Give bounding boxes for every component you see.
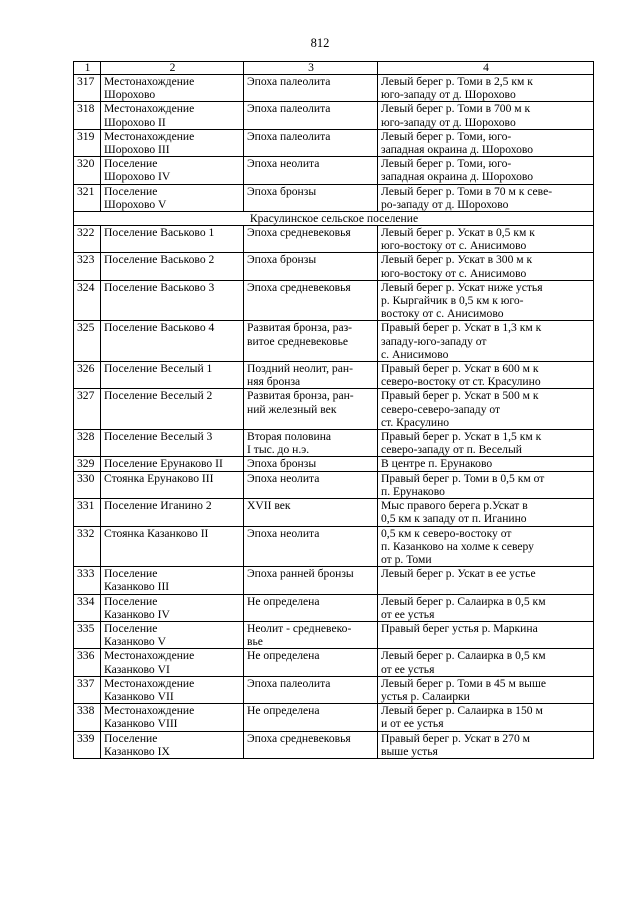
object-name-cell [101,362,244,389]
cell-line: Эпоха бронзы [247,457,317,471]
object-name-cell [101,457,244,471]
cell-line: 330 [77,471,95,485]
object-name-cell [101,676,244,703]
cell-line: юго-востоку от с. Анисимово [381,239,527,253]
object-name-cell [101,567,244,594]
cell-line: Левый берег р. Ускат ниже устья [381,280,543,294]
object-name-cell [101,704,244,731]
cell-line: северо-северо-западу от [381,402,501,416]
cell-line: Эпоха неолита [247,526,320,540]
cell-line: 339 [77,731,95,745]
object-name-cell [101,430,244,457]
cell-line: Эпоха палеолита [247,75,331,88]
cell-line: Местонахождение [104,704,195,718]
cell-line: 334 [77,594,95,608]
dating-cell [244,75,378,102]
cell-line: Местонахождение [104,649,195,663]
cell-line: Поздний неолит, ран- [247,362,353,376]
location-cell [378,499,594,526]
cell-line: Правый берег р. Ускат в 600 м к [381,362,539,376]
dating-cell [244,184,378,211]
cell-line: Эпоха бронзы [247,184,317,198]
table-header-row [74,62,594,75]
cell-line: Шорохово V [104,197,167,211]
cell-line: Поселение Васьково 2 [104,253,215,267]
cell-line: Поселение Веселый 1 [104,362,213,376]
object-name-cell [101,129,244,156]
cell-line: Правый берег р. Ускат в 1,3 км к [381,321,542,335]
cell-line: Шорохово III [104,143,170,157]
cell-line: Поселение [104,621,158,635]
table-row [74,389,594,430]
cell-line: Эпоха бронзы [247,253,317,267]
cell-line: 325 [77,321,95,335]
object-name-cell [101,499,244,526]
dating-cell [244,649,378,676]
cell-line: Поселение [104,157,158,171]
row-number-cell [74,226,101,253]
cell-line: Эпоха средневековья [247,731,351,745]
location-cell [378,280,594,321]
cell-line: ний железный век [247,402,337,416]
cell-line: Левый берег р. Салаирка в 150 м [381,704,543,718]
cell-line: юго-востоку от с. Анисимово [381,266,527,280]
row-number-cell [74,471,101,498]
cell-line: витое средневековье [247,334,349,348]
cell-line: Эпоха средневековья [247,226,351,240]
cell-line: 328 [77,430,95,444]
table-row [74,676,594,703]
cell-line: Развитая бронза, ран- [247,389,354,403]
cell-line: Местонахождение [104,75,195,88]
monuments-table [73,61,594,759]
cell-line: Поселение [104,594,158,608]
row-number-cell [74,389,101,430]
cell-line: Поселение [104,567,158,581]
cell-line: с. Анисимово [381,347,449,361]
object-name-cell [101,389,244,430]
location-cell [378,526,594,567]
cell-line: Местонахождение [104,129,195,143]
cell-line: Левый берег р. Томи, юго- [381,129,512,143]
table-row [74,594,594,621]
cell-line: Поселение Васьково 1 [104,226,215,240]
row-number-cell [74,567,101,594]
cell-line: Казанково VI [104,662,170,676]
cell-line: 333 [77,567,95,581]
location-cell [378,253,594,280]
row-number-cell [74,457,101,471]
dating-cell [244,567,378,594]
cell-line: и от ее устья [381,717,444,731]
cell-line: Казанково IV [104,607,170,621]
cell-line: Правый берег р. Томи в 0,5 км от [381,471,545,485]
cell-line: Не определена [247,594,320,608]
cell-line: от ее устья [381,662,435,676]
row-number-cell [74,594,101,621]
cell-line: вье [247,635,263,649]
cell-line: от ее устья [381,607,435,621]
dating-cell [244,594,378,621]
cell-line: Шорохово [104,88,156,102]
row-number-cell [74,676,101,703]
location-cell [378,621,594,648]
cell-line: Стоянка Казанково II [104,526,209,540]
cell-line: ро-западу от д. Шорохово [381,197,509,211]
location-cell [378,362,594,389]
object-name-cell [101,731,244,758]
row-number-cell [74,157,101,184]
table-row [74,731,594,758]
cell-line: Казанково VIII [104,717,178,731]
object-name-cell [101,471,244,498]
cell-line: Не определена [247,649,320,663]
dating-cell [244,526,378,567]
cell-line: Казанково VII [104,689,174,703]
dating-cell [244,157,378,184]
cell-line: Местонахождение [104,676,195,690]
cell-line: Шорохово II [104,115,166,129]
cell-line: п. Казанково на холме к северу [381,539,534,553]
row-number-cell [74,75,101,102]
cell-line: Правый берег устья р. Маркина [381,621,538,635]
table-row [74,321,594,362]
location-cell [378,649,594,676]
table-row [74,457,594,471]
object-name-cell [101,526,244,567]
cell-line: Казанково III [104,580,170,594]
dating-cell [244,321,378,362]
cell-line: Стоянка Ерунаково III [104,471,214,485]
dating-cell [244,102,378,129]
object-name-cell [101,253,244,280]
object-name-cell [101,321,244,362]
cell-line: Поселение Веселый 2 [104,389,213,403]
cell-line: Левый берег р. Томи в 70 м к севе- [381,184,553,198]
location-cell [378,471,594,498]
cell-line: Эпоха средневековья [247,280,351,294]
location-cell [378,731,594,758]
cell-line: 321 [77,184,95,198]
cell-line: няя бронза [247,375,301,389]
location-cell [378,457,594,471]
cell-line: Развитая бронза, раз- [247,321,353,335]
object-name-cell [101,184,244,211]
table-row [74,129,594,156]
dating-cell [244,362,378,389]
table-row [74,526,594,567]
row-number-cell [74,499,101,526]
location-cell [378,157,594,184]
row-number-cell [74,184,101,211]
cell-line: Вторая половина [247,430,332,444]
cell-line: 322 [77,226,95,240]
dating-cell [244,676,378,703]
row-number-cell [74,526,101,567]
cell-line: Эпоха неолита [247,471,320,485]
location-cell [378,567,594,594]
object-name-cell [101,594,244,621]
header-cell-3: 3 [244,62,378,75]
cell-line: ст. Красулино [381,415,450,429]
row-number-cell [74,362,101,389]
cell-line: Эпоха неолита [247,157,320,171]
location-cell [378,129,594,156]
row-number-cell [74,704,101,731]
cell-line: Казанково V [104,635,166,649]
object-name-cell [101,280,244,321]
cell-line: востоку от с. Анисимово [381,307,504,321]
row-number-cell [74,430,101,457]
dating-cell [244,280,378,321]
cell-line: XVII век [247,499,291,513]
location-cell [378,594,594,621]
dating-cell [244,499,378,526]
cell-line: Левый берег р. Салаирка в 0,5 км [381,649,546,663]
cell-line: западная окраина д. Шорохово [381,143,534,157]
cell-line: Левый берег р. Томи в 2,5 км к [381,75,533,88]
cell-line: 317 [77,75,95,88]
cell-line: западу-юго-западу от [381,334,487,348]
cell-line: Эпоха палеолита [247,102,331,116]
row-number-cell [74,731,101,758]
header-cell-2: 2 [101,62,244,75]
cell-line: Местонахождение [104,102,195,116]
table-row [74,621,594,648]
dating-cell [244,621,378,648]
cell-line: 336 [77,649,95,663]
object-name-cell [101,102,244,129]
cell-line: Правый берег р. Ускат в 1,5 км к [381,430,542,444]
location-cell [378,389,594,430]
cell-line: 0,5 км к западу от п. Иганино [381,512,527,526]
cell-line: 320 [77,157,95,171]
dating-cell [244,253,378,280]
row-number-cell [74,649,101,676]
cell-line: Поселение Ерунаково II [104,457,223,471]
table-row [74,184,594,211]
cell-line: Эпоха палеолита [247,129,331,143]
row-number-cell [74,129,101,156]
table-row [74,75,594,102]
cell-line: Левый берег р. Ускат в ее устье [381,567,536,581]
cell-line: 329 [77,457,95,471]
dating-cell [244,430,378,457]
dating-cell [244,704,378,731]
table-row [74,567,594,594]
cell-line: Поселение [104,184,158,198]
cell-line: Левый берег р. Ускат в 300 м к [381,253,533,267]
object-name-cell [101,649,244,676]
cell-line: Не определена [247,704,320,718]
cell-line: Левый берег р. Салаирка в 0,5 км [381,594,546,608]
location-cell [378,102,594,129]
row-number-cell [74,102,101,129]
dating-cell [244,731,378,758]
section-row [74,212,594,226]
location-cell [378,704,594,731]
cell-line: Левый берег р. Ускат в 0,5 км к [381,226,535,240]
table-row [74,430,594,457]
cell-line: Эпоха ранней бронзы [247,567,354,581]
cell-line: Шорохово IV [104,170,171,184]
cell-line: юго-западу от д. Шорохово [381,88,516,102]
location-cell [378,676,594,703]
cell-line: 318 [77,102,95,116]
cell-line: 0,5 км к северо-востоку от [381,526,512,540]
cell-line: I тыс. до н.э. [247,443,310,457]
cell-line: Казанково IX [104,744,170,758]
row-number-cell [74,621,101,648]
table-row [74,280,594,321]
cell-line: п. Ерунаково [381,484,445,498]
cell-line: Поселение Веселый 3 [104,430,213,444]
cell-line: 319 [77,129,95,143]
table-body [74,62,594,759]
cell-line: устья р. Салаирки [381,689,470,703]
table-row [74,157,594,184]
table-row [74,499,594,526]
dating-cell [244,471,378,498]
cell-line: северо-востоку от ст. Красулино [381,375,541,389]
table-row [74,704,594,731]
cell-line: Поселение Васьково 4 [104,321,215,335]
cell-line: Правый берег р. Ускат в 270 м [381,731,530,745]
cell-line: Левый берег р. Томи в 700 м к [381,102,531,116]
cell-line: юго-западу от д. Шорохово [381,115,516,129]
location-cell [378,75,594,102]
table-row [74,362,594,389]
location-cell [378,184,594,211]
row-number-cell [74,253,101,280]
table-row [74,471,594,498]
cell-line: Левый берег р. Томи, юго- [381,157,512,171]
object-name-cell [101,157,244,184]
dating-cell [244,226,378,253]
cell-line: 327 [77,389,95,403]
table-row [74,649,594,676]
cell-line: 324 [77,280,95,294]
cell-line: 326 [77,362,95,376]
dating-cell [244,389,378,430]
section-title: Красулинское сельское поселение [74,212,594,226]
table-row [74,253,594,280]
cell-line: Правый берег р. Ускат в 500 м к [381,389,539,403]
cell-line: В центре п. Ерунаково [381,457,493,471]
object-name-cell [101,75,244,102]
header-cell-1: 1 [74,62,101,75]
location-cell [378,321,594,362]
dating-cell [244,129,378,156]
cell-line: северо-западу от п. Веселый [381,443,522,457]
object-name-cell [101,226,244,253]
row-number-cell [74,280,101,321]
table-row [74,102,594,129]
cell-line: западная окраина д. Шорохово [381,170,534,184]
cell-line: 338 [77,704,95,718]
cell-line: Поселение Васьково 3 [104,280,215,294]
cell-line: Эпоха палеолита [247,676,331,690]
table-row [74,226,594,253]
cell-line: выше устья [381,744,438,758]
cell-line: Неолит - средневеко- [247,621,352,635]
cell-line: Мыс правого берега р.Ускат в [381,499,528,513]
cell-line: 332 [77,526,95,540]
object-name-cell [101,621,244,648]
cell-line: р. Кыргайчик в 0,5 км к юго- [381,294,524,308]
cell-line: 335 [77,621,95,635]
header-cell-4: 4 [378,62,594,75]
row-number-cell [74,321,101,362]
cell-line: 323 [77,253,95,267]
cell-line: Поселение [104,731,158,745]
cell-line: Левый берег р. Томи в 45 м выше [381,676,547,690]
cell-line: 337 [77,676,95,690]
page-number: 812 [310,36,330,50]
dating-cell [244,457,378,471]
location-cell [378,226,594,253]
cell-line: от р. Томи [381,552,432,566]
cell-line: 331 [77,499,95,513]
cell-line: Поселение Иганино 2 [104,499,212,513]
location-cell [378,430,594,457]
